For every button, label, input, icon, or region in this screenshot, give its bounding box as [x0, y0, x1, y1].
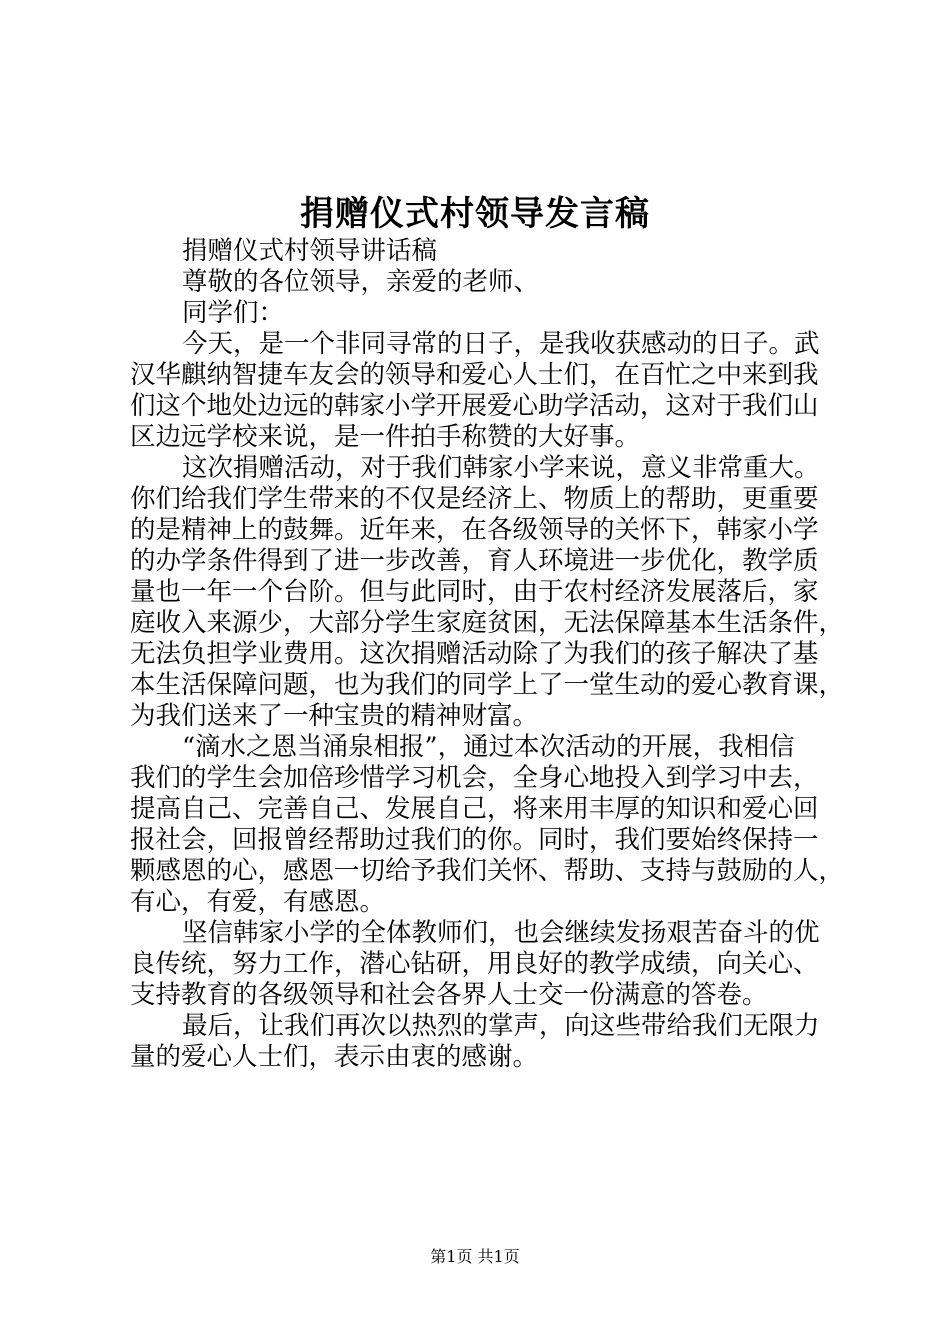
text-line: 汉华麒纳智捷车友会的领导和爱心人士们，在百忙之中来到我 — [130, 360, 819, 390]
page-number: 第1页 共1页 — [430, 1247, 520, 1266]
paragraph — [130, 1011, 835, 1073]
text-line: “滴水之恩当涌泉相报”，通过本次活动的开展，我相信 — [182, 732, 795, 762]
text-line: 今天，是一个非同寻常的日子，是我收获感动的日子。武 — [182, 329, 820, 359]
text-line: 的办学条件得到了进一步改善，育人环境进一步优化，教学质 — [130, 546, 819, 576]
text-line: 支持教育的各级领导和社会各界人士交一份满意的答卷。 — [130, 980, 768, 1010]
document-title: 捐赠仪式村领导发言稿 — [300, 194, 650, 234]
text-line: 量也一年一个台阶。但与此同时，由于农村经济发展落后，家 — [130, 577, 819, 607]
text-line: 同学们： — [182, 298, 285, 328]
text-line: 良传统，努力工作，潜心钻研，用良好的教学成绩，向关心、 — [130, 949, 819, 979]
text-line: 坚信韩家小学的全体教师们，也会继续发扬艰苦奋斗的优 — [182, 918, 820, 948]
paragraph — [130, 298, 835, 329]
paragraph — [130, 329, 835, 453]
text-line: 无法负担学业费用。这次捐赠活动除了为我们的孩子解决了基 — [130, 639, 819, 669]
text-line: 提高自己、完善自己、发展自己，将来用丰厚的知识和爱心回 — [130, 794, 819, 824]
text-line: 量的爱心人士们，表示由衷的感谢。 — [130, 1042, 539, 1072]
document-body — [130, 236, 845, 1073]
text-line: 们这个地处边远的韩家小学开展爱心助学活动，这对于我们山 — [130, 391, 819, 421]
paragraph — [130, 236, 835, 267]
text-line: 我们的学生会加倍珍惜学习机会，全身心地投入到学习中去， — [130, 763, 819, 793]
text-line: 捐赠仪式村领导讲话稿 — [182, 236, 438, 266]
text-line: 本生活保障问题，也为我们的同学上了一堂生动的爱心教育课， — [130, 670, 845, 700]
text-line: 有心，有爱，有感恩。 — [130, 887, 386, 917]
text-line: 庭收入来源少，大部分学生家庭贫困，无法保障基本生活条件， — [130, 608, 845, 638]
paragraph — [130, 453, 845, 732]
paragraph — [130, 732, 845, 918]
text-line: 为我们送来了一种宝贵的精神财富。 — [130, 701, 539, 731]
text-line: 区边远学校来说，是一件拍手称赞的大好事。 — [130, 422, 641, 452]
text-line: 报社会，回报曾经帮助过我们的你。同时，我们要始终保持一 — [130, 825, 819, 855]
text-line: 最后，让我们再次以热烈的掌声，向这些带给我们无限力 — [182, 1011, 820, 1041]
text-line: 的是精神上的鼓舞。近年来，在各级领导的关怀下，韩家小学 — [130, 515, 819, 545]
text-line: 这次捐赠活动，对于我们韩家小学来说，意义非常重大。 — [182, 453, 820, 483]
text-line: 尊敬的各位领导，亲爱的老师、 — [182, 267, 540, 297]
paragraph — [130, 267, 835, 298]
text-line: 你们给我们学生带来的不仅是经济上、物质上的帮助，更重要 — [130, 484, 819, 514]
text-line: 颗感恩的心，感恩一切给予我们关怀、帮助、支持与鼓励的人， — [130, 856, 845, 886]
paragraph — [130, 918, 835, 1011]
